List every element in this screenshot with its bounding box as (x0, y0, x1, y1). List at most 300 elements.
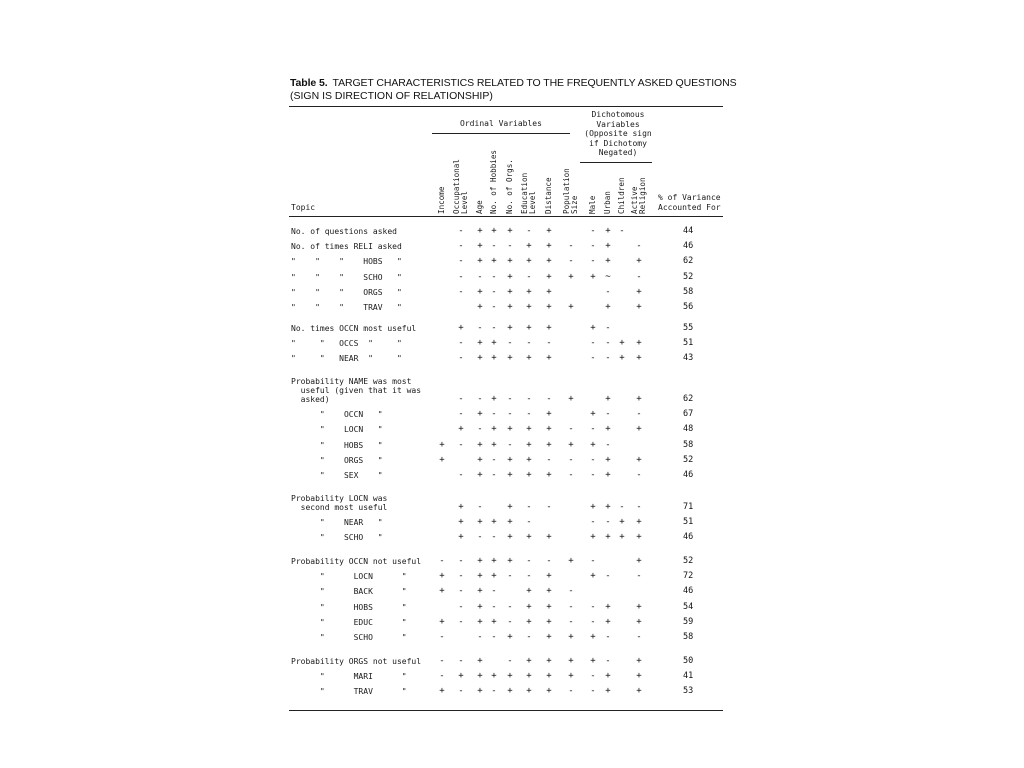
sign-cell: + (458, 323, 464, 333)
sign-cell: - (491, 601, 497, 612)
variance-value: 48 (683, 424, 694, 435)
sign-cell: - (605, 338, 611, 349)
sign-cell: + (477, 256, 483, 267)
sign-cell: - (507, 338, 513, 349)
sign-cell: + (439, 439, 445, 450)
sign-cell: - (507, 571, 513, 582)
variance-value: 62 (683, 394, 694, 404)
sign-cell: + (507, 532, 513, 543)
sign-cell: - (491, 632, 497, 642)
sign-cell: - (458, 586, 464, 597)
variance-value: 72 (683, 571, 694, 582)
ordinal-underline (432, 133, 570, 134)
column-header-11: Active Religion (629, 177, 647, 214)
sign-cell: + (605, 470, 611, 480)
sign-cell: + (546, 286, 552, 297)
sign-cell: + (491, 556, 497, 566)
sign-cell: + (590, 502, 596, 512)
sign-cell: + (477, 556, 483, 566)
sign-cell: - (507, 409, 513, 420)
sign-cell: - (590, 686, 596, 697)
sign-cell: + (636, 454, 642, 465)
variance-value: 58 (683, 286, 694, 297)
sign-cell: - (491, 323, 497, 333)
sign-cell: + (458, 532, 464, 543)
sign-cell: - (590, 517, 596, 528)
sign-cell: - (507, 656, 513, 666)
variance-value: 67 (683, 409, 694, 420)
sign-cell: + (526, 439, 532, 450)
sign-cell: - (458, 256, 464, 267)
table-subtitle: (SIGN IS DIRECTION OF RELATIONSHIP) (290, 90, 493, 102)
sign-cell: - (458, 241, 464, 252)
variance-value: 46 (683, 241, 694, 252)
sign-cell: + (619, 532, 625, 543)
sign-cell: + (636, 302, 642, 312)
variance-value: 51 (683, 338, 694, 349)
sign-cell: + (546, 671, 552, 682)
sign-cell: - (526, 226, 532, 236)
variance-value: 41 (683, 671, 694, 682)
sign-cell: + (568, 302, 574, 312)
sign-cell: - (458, 571, 464, 582)
sign-cell: + (477, 686, 483, 697)
sign-cell: + (546, 302, 552, 312)
row-label: " HOBS " (291, 602, 407, 612)
sign-cell: + (546, 632, 552, 642)
sign-cell: - (546, 394, 552, 404)
sign-cell: - (526, 502, 532, 512)
sign-cell: - (458, 656, 464, 666)
table-title: TARGET CHARACTERISTICS RELATED TO THE FREQUENTLY ASKED QUESTIONS (332, 77, 737, 89)
row-label: Probability NAME was most useful (given that it was asked) (291, 377, 422, 404)
variance-value: 44 (683, 226, 694, 236)
sign-cell: + (636, 286, 642, 297)
sign-cell: + (439, 571, 445, 582)
sign-cell: - (568, 586, 574, 597)
sign-cell: - (491, 470, 497, 480)
sign-cell: - (590, 256, 596, 267)
sign-cell: + (546, 656, 552, 666)
sign-cell: - (546, 502, 552, 512)
sign-cell: - (546, 338, 552, 349)
variance-value: 52 (683, 556, 694, 566)
sign-cell: - (636, 470, 642, 480)
sign-cell: + (546, 226, 552, 236)
sign-cell: + (636, 256, 642, 267)
sign-cell: + (526, 616, 532, 627)
sign-cell: + (477, 517, 483, 528)
sign-cell: + (491, 439, 497, 450)
sign-cell: + (546, 532, 552, 543)
sign-cell: - (477, 502, 483, 512)
sign-cell: - (590, 353, 596, 364)
row-label: " LOCN " (291, 425, 383, 435)
table-label: Table 5. (290, 77, 328, 89)
sign-cell: - (636, 241, 642, 252)
sign-cell: + (477, 601, 483, 612)
sign-cell: - (477, 323, 483, 333)
sign-cell: + (546, 241, 552, 252)
sign-cell: + (526, 256, 532, 267)
sign-cell: - (605, 571, 611, 582)
dichotomous-variables-header (577, 110, 659, 158)
dichotomous-line-2: Variables (596, 119, 640, 129)
sign-cell: + (477, 586, 483, 597)
sign-cell: + (491, 256, 497, 267)
row-label: No. times OCCN most useful (291, 324, 417, 333)
variance-header-line-2: Accounted For (658, 203, 721, 212)
dichotomous-line-1: Dichotomous (591, 110, 645, 119)
sign-cell: + (491, 517, 497, 528)
sign-cell: + (458, 424, 464, 435)
sign-cell: + (491, 571, 497, 582)
sign-cell: + (507, 686, 513, 697)
sign-cell: - (507, 616, 513, 627)
sign-cell: - (605, 286, 611, 297)
sign-cell: + (568, 439, 574, 450)
top-rule (289, 106, 723, 107)
sign-cell: - (507, 601, 513, 612)
sign-cell: + (507, 671, 513, 682)
sign-cell: + (546, 616, 552, 627)
sign-cell: + (491, 616, 497, 627)
sign-cell: - (491, 532, 497, 543)
row-label: " ORGS " (291, 455, 383, 465)
dichotomous-underline (580, 162, 652, 163)
variance-value: 54 (683, 601, 694, 612)
sign-cell: + (507, 470, 513, 480)
sign-cell: + (491, 226, 497, 236)
row-label: " NEAR " (291, 518, 383, 528)
sign-cell: + (546, 353, 552, 364)
sign-cell: + (526, 532, 532, 543)
sign-cell: - (546, 454, 552, 465)
sign-cell: + (491, 671, 497, 682)
sign-cell: - (605, 439, 611, 450)
sign-cell: - (590, 338, 596, 349)
row-label: " SCHO " (291, 533, 383, 543)
dichotomous-line-4: if Dichotomy (589, 138, 647, 148)
sign-cell: - (458, 271, 464, 282)
sign-cell: + (590, 632, 596, 642)
column-header-3: No. of Hobbies (488, 149, 498, 214)
sign-cell: + (546, 470, 552, 480)
column-header-9: Urban (602, 191, 612, 214)
header-rule (289, 216, 723, 217)
variance-value: 71 (683, 502, 694, 512)
variance-value: 50 (683, 656, 694, 666)
sign-cell: - (546, 556, 552, 566)
column-header-5: Education Level (519, 172, 537, 214)
sign-cell: - (605, 323, 611, 333)
row-label: " BACK " (291, 587, 407, 597)
variance-value: 56 (683, 302, 694, 312)
sign-cell: + (619, 353, 625, 364)
sign-cell: - (439, 656, 445, 666)
row-label: No. of times RELI asked (291, 242, 402, 252)
sign-cell: + (605, 532, 611, 543)
sign-cell: - (507, 439, 513, 450)
sign-cell: + (477, 286, 483, 297)
sign-cell: + (477, 409, 483, 420)
sign-cell: + (526, 470, 532, 480)
sign-cell: - (439, 556, 445, 566)
variance-value: 46 (683, 586, 694, 597)
row-label: Probability ORGS not useful (291, 657, 422, 666)
sign-cell: + (526, 656, 532, 666)
row-label: " " " SCHO " (291, 272, 402, 282)
sign-cell: + (439, 586, 445, 597)
dichotomous-line-5: Negated) (598, 148, 638, 157)
sign-cell: + (477, 616, 483, 627)
sign-cell: - (590, 424, 596, 435)
sign-cell: + (507, 226, 513, 236)
sign-cell: - (507, 394, 513, 404)
sign-cell: + (507, 271, 513, 282)
sign-cell: + (491, 338, 497, 349)
variance-value: 59 (683, 616, 694, 627)
sign-cell: - (507, 241, 513, 252)
sign-cell: + (605, 616, 611, 627)
sign-cell: + (568, 671, 574, 682)
sign-cell: - (491, 586, 497, 597)
sign-cell: - (568, 241, 574, 252)
sign-cell: + (546, 256, 552, 267)
sign-cell: - (458, 353, 464, 364)
variance-value: 58 (683, 439, 694, 450)
sign-cell: - (636, 409, 642, 420)
sign-cell: - (526, 271, 532, 282)
sign-cell: + (636, 353, 642, 364)
sign-cell: - (590, 470, 596, 480)
sign-cell: + (526, 323, 532, 333)
sign-cell: - (458, 470, 464, 480)
variance-value: 51 (683, 517, 694, 528)
sign-cell: + (507, 286, 513, 297)
sign-cell: + (546, 686, 552, 697)
sign-cell: + (546, 586, 552, 597)
variance-value: 53 (683, 686, 694, 697)
sign-cell: + (546, 439, 552, 450)
sign-cell: - (458, 338, 464, 349)
column-header-8: Male (587, 195, 597, 214)
variance-value: 58 (683, 632, 694, 642)
sign-cell: + (568, 656, 574, 666)
row-label: " " " ORGS " (291, 287, 402, 297)
sign-cell: - (526, 571, 532, 582)
sign-cell: - (458, 439, 464, 450)
sign-cell: - (439, 671, 445, 682)
sign-cell: + (605, 241, 611, 252)
sign-cell: + (605, 302, 611, 312)
sign-cell: + (546, 323, 552, 333)
sign-cell: + (605, 671, 611, 682)
sign-cell: + (477, 571, 483, 582)
sign-cell: - (439, 632, 445, 642)
sign-cell: + (636, 671, 642, 682)
sign-cell: + (590, 439, 596, 450)
variance-value: 52 (683, 271, 694, 282)
sign-cell: - (568, 454, 574, 465)
sign-cell: - (458, 226, 464, 236)
column-header-6: Distance (543, 177, 553, 214)
sign-cell: + (619, 338, 625, 349)
sign-cell: - (619, 226, 625, 236)
sign-cell: + (477, 454, 483, 465)
sign-cell: - (636, 502, 642, 512)
row-label: " MARI " (291, 672, 407, 682)
sign-cell: + (590, 532, 596, 543)
variance-header (658, 193, 721, 213)
sign-cell: + (636, 424, 642, 435)
sign-cell: - (590, 616, 596, 627)
sign-cell: - (526, 394, 532, 404)
sign-cell: + (590, 271, 596, 282)
sign-cell: + (605, 686, 611, 697)
sign-cell: - (590, 454, 596, 465)
sign-cell: + (477, 226, 483, 236)
sign-cell: + (605, 502, 611, 512)
sign-cell: + (507, 302, 513, 312)
sign-cell: + (568, 632, 574, 642)
sign-cell: + (526, 686, 532, 697)
sign-cell: - (458, 686, 464, 697)
variance-value: 52 (683, 454, 694, 465)
column-header-4: No. of Orgs. (504, 159, 514, 214)
row-label: " SCHO " (291, 633, 407, 642)
sign-cell: - (491, 286, 497, 297)
sign-cell: - (605, 517, 611, 528)
variance-header-line-1: % of Variance (658, 193, 721, 202)
ordinal-variables-header: Ordinal Variables (460, 119, 542, 128)
sign-cell: - (590, 241, 596, 252)
sign-cell: + (636, 532, 642, 543)
sign-cell: - (526, 517, 532, 528)
sign-cell: - (590, 601, 596, 612)
sign-cell: - (526, 338, 532, 349)
sign-cell: - (491, 409, 497, 420)
dichotomous-line-3: (Opposite sign (584, 129, 652, 138)
sign-cell: + (458, 517, 464, 528)
variance-value: 55 (683, 323, 694, 333)
sign-cell: + (439, 454, 445, 465)
row-label: " " OCCS " " (291, 339, 402, 349)
sign-cell: - (619, 502, 625, 512)
sign-cell: + (507, 323, 513, 333)
sign-cell: + (568, 556, 574, 566)
sign-cell: + (568, 271, 574, 282)
column-header-10: Children (616, 177, 626, 214)
sign-cell: - (458, 601, 464, 612)
sign-cell: + (526, 586, 532, 597)
sign-cell: - (605, 656, 611, 666)
row-label: " " " HOBS " (291, 257, 402, 267)
sign-cell: + (636, 616, 642, 627)
sign-cell: - (458, 394, 464, 404)
sign-cell: - (477, 424, 483, 435)
column-header-7: Population Size (561, 168, 579, 214)
sign-cell: + (605, 454, 611, 465)
sign-cell: + (477, 353, 483, 364)
sign-cell: - (491, 271, 497, 282)
sign-cell: - (458, 556, 464, 566)
sign-cell: + (605, 226, 611, 236)
sign-cell: + (526, 286, 532, 297)
row-label: No. of questions asked (291, 227, 397, 236)
sign-cell: - (491, 302, 497, 312)
sign-cell: + (439, 686, 445, 697)
sign-cell: - (605, 632, 611, 642)
sign-cell: + (491, 424, 497, 435)
topic-header: Topic (291, 203, 316, 212)
sign-cell: + (605, 256, 611, 267)
column-header-1: Occupational Level (451, 159, 469, 214)
table-caption (290, 77, 737, 90)
sign-cell: - (526, 409, 532, 420)
sign-cell: + (568, 394, 574, 404)
sign-cell: + (507, 632, 513, 642)
sign-cell: + (605, 601, 611, 612)
sign-cell: + (636, 556, 642, 566)
sign-cell: + (491, 353, 497, 364)
variance-value: 43 (683, 353, 694, 364)
sign-cell: + (507, 502, 513, 512)
sign-cell: - (458, 409, 464, 420)
sign-cell: + (477, 439, 483, 450)
column-header-2: Age (474, 200, 484, 214)
sign-cell: + (605, 394, 611, 404)
sign-cell: + (458, 671, 464, 682)
sign-cell: + (507, 424, 513, 435)
bottom-rule (289, 710, 723, 711)
sign-cell: + (491, 394, 497, 404)
sign-cell: + (507, 454, 513, 465)
sign-cell: + (477, 656, 483, 666)
sign-cell: + (590, 323, 596, 333)
column-header-0: Income (436, 186, 446, 214)
sign-cell: + (458, 502, 464, 512)
sign-cell: + (507, 556, 513, 566)
sign-cell: - (636, 632, 642, 642)
sign-cell: + (477, 241, 483, 252)
sign-cell: + (546, 571, 552, 582)
sign-cell: - (458, 616, 464, 627)
sign-cell: + (439, 616, 445, 627)
sign-cell: + (590, 656, 596, 666)
sign-cell: - (526, 632, 532, 642)
sign-cell: + (526, 671, 532, 682)
sign-cell: - (590, 226, 596, 236)
sign-cell: + (546, 424, 552, 435)
sign-cell: - (491, 454, 497, 465)
sign-cell: + (526, 601, 532, 612)
sign-cell: + (477, 470, 483, 480)
row-label: " LOCN " (291, 572, 407, 582)
sign-cell: + (590, 571, 596, 582)
sign-cell: ~ (605, 271, 611, 282)
sign-cell: + (526, 424, 532, 435)
sign-cell: - (636, 271, 642, 282)
sign-cell: - (526, 556, 532, 566)
sign-cell: - (568, 470, 574, 480)
sign-cell: + (636, 338, 642, 349)
row-label: " OCCN " (291, 410, 383, 420)
sign-cell: + (619, 517, 625, 528)
sign-cell: + (526, 353, 532, 364)
sign-cell: - (568, 424, 574, 435)
sign-cell: + (590, 409, 596, 420)
